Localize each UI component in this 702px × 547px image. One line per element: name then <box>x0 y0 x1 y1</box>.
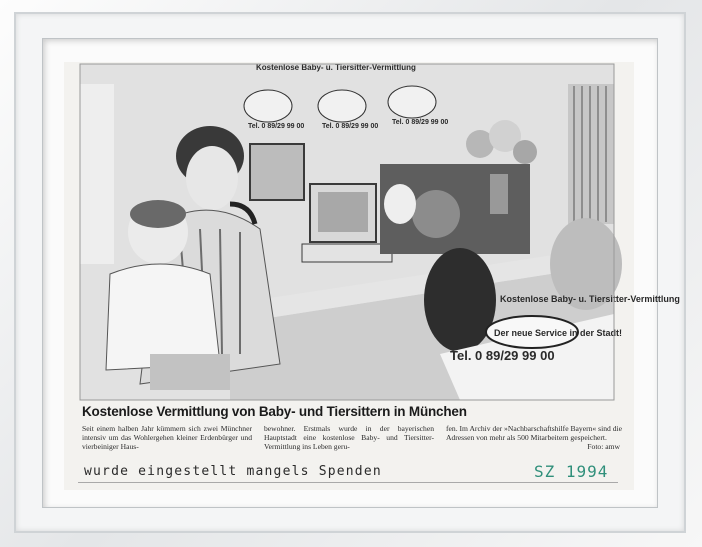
handwritten-note: wurde eingestellt mangels Spenden <box>84 464 382 479</box>
annotation-rule <box>78 482 618 483</box>
poster-phone-2: Tel. 0 89/29 99 00 <box>322 123 379 130</box>
article-column-3: fen. Im Archiv der »Nachbarschaftshilfe Bayern« sind die Adressen von mehr als 500 Mitarbeitern gespeichert. <box>446 424 622 443</box>
newspaper-photo <box>80 63 680 400</box>
photo-credit: Foto: amw <box>587 442 620 451</box>
balloon <box>412 190 460 238</box>
banner-heading: Kostenlose Baby- u. Tiersitter-Vermittlung <box>500 294 680 304</box>
newspaper-clipping <box>64 62 680 490</box>
teddy-bear <box>424 248 496 352</box>
poster-phone-1: Tel. 0 89/29 99 00 <box>248 123 305 130</box>
banner-bubble: Der neue Service in der Stadt! <box>494 328 623 338</box>
handwritten-date: SZ 1994 <box>534 462 609 481</box>
monitor-left <box>250 144 304 200</box>
poster-title-1: Kostenlose Baby- u. Tiersitter-Vermittlung <box>256 63 416 72</box>
banner-phone: Tel. 0 89/29 99 00 <box>450 348 555 363</box>
article-headline: Kostenlose Vermittlung von Baby- und Tiersittern in München <box>82 404 467 419</box>
article-column-2: bewohner. Erstmals wurde in der bayerischen Hauptstadt eine kostenlose Baby- und Tiersitter-Vermittlung ins Leben geru- <box>264 424 434 452</box>
article-column-1: Seit einem halben Jahr kümmern sich zwei Münchner intensiv um das Wohlergehen kleiner Erdenbürger und vierbeiniger Haus- <box>82 424 252 452</box>
poster-phone-3: Tel. 0 89/29 99 00 <box>392 119 449 126</box>
